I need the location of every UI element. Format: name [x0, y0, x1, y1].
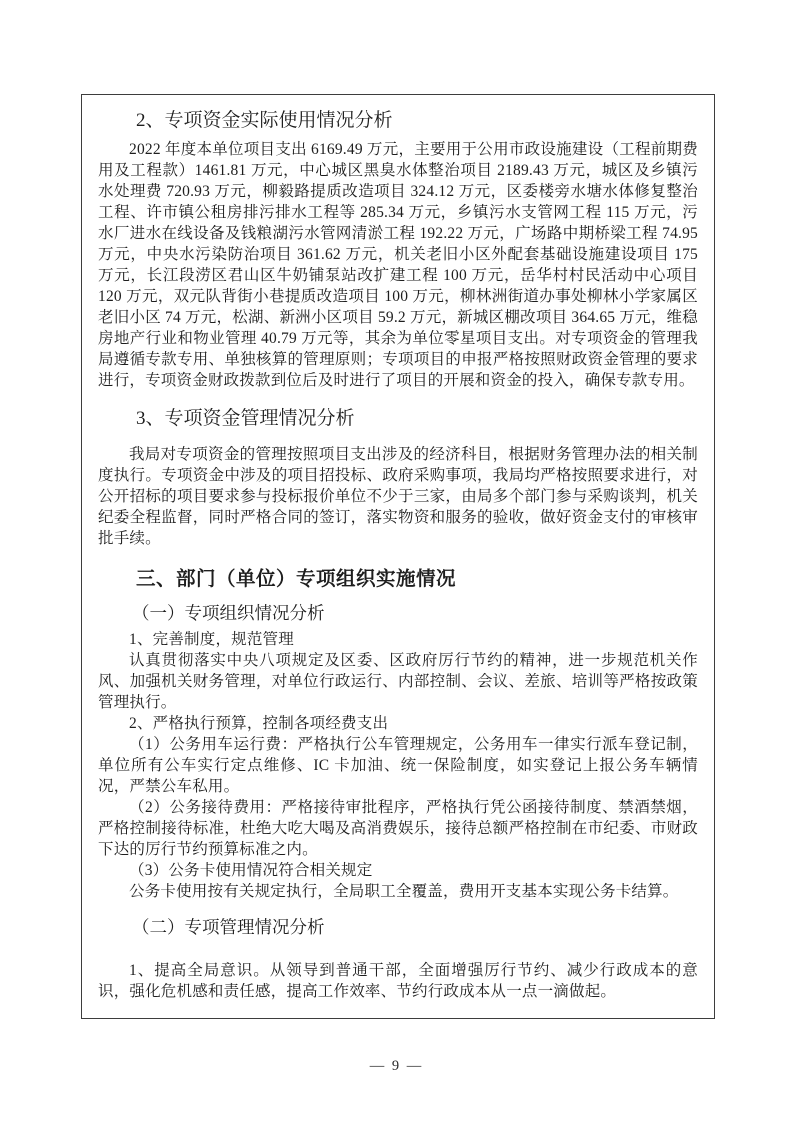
- paragraph-funds-usage-detail: 2022 年度本单位项目支出 6169.49 万元，主要用于公用市政设施建设（工程前期费用及工程款）1461.81 万元，中心城区黑臭水体整治项目 2189.43 万元，城区及乡镇污水处理费 720.93 万元，柳毅路提质改造项目 324.12 万元，区委楼旁水塘水体修复整治工程、许市镇公租房排污排水工程等 285.34 万元，乡镇污水支管网工程 115 万元，污水厂进水在线设备及钱粮湖污水管网清淤工程 192.22 万元，广场路中期桥梁工程 74.95 万元，中央水污染防治项目 361.62 万元，机关老旧小区外配套基础设施建设项目 175 万元，长江段涝区君山区牛奶铺泵站改扩建工程 100 万元，岳华村村民活动中心项目 120 万元，双元队背街小巷提质改造项目 100 万元，柳林洲街道办事处柳林小学家属区老旧小区 74 万元，松湖、新洲小区项目 59.2 万元，新城区棚改项目 364.65 万元，维稳房地产行业和物业管理 40.79 万元等，其余为单位零星项目支出。对专项资金的管理我局遵循专款专用、单独核算的管理原则；专项项目的申报严格按照财政资金管理的要求进行，专项资金财政拨款到位后及时进行了项目的开展和资金的投入，确保专款专用。: [98, 141, 698, 389]
- item-business-card-compliance: （3）公务卡使用情况符合相关规定: [129, 862, 373, 879]
- heading-special-management-analysis: （二）专项管理情况分析: [132, 917, 325, 937]
- paragraph-funds-management: 我局对专项资金的管理按照项目支出涉及的经济科目，根据财务管理办法的相关制度执行。专项资金中涉及的项目招投标、政府采购事项，我局均严格按照要求进行，对公开招标的项目要求参与投标报价单位不少于三家，由局多个部门参与采购谈判，机关纪委全程监督，同时严格合同的签订，落实物资和服务的验收，做好资金支付的审核审批手续。: [98, 446, 698, 547]
- heading-org-situation-analysis: （一）专项组织情况分析: [132, 603, 325, 623]
- paragraph-implement-central-regulations: 认真贯彻落实中央八项规定及区委、区政府厉行节约的精神，进一步规范机关作风、加强机关财务管理，对单位行政运行、内部控制、会议、差旅、培训等严格按政策管理执行。: [98, 652, 698, 711]
- paragraph-raise-overall-awareness: 1、提高全局意识。从领导到普通干部，全面增强厉行节约、减少行政成本的意识，强化危机感和责任感，提高工作效率、节约行政成本从一点一滴做起。: [98, 962, 698, 1000]
- page-number: — 9 —: [369, 1058, 424, 1074]
- item-improve-system: 1、完善制度，规范管理: [129, 631, 294, 648]
- heading-special-funds-actual-usage: 2、专项资金实际使用情况分析: [136, 110, 393, 131]
- heading-section-three-org-implementation: 三、部门（单位）专项组织实施情况: [136, 568, 457, 590]
- paragraph-official-vehicle-expense: （1）公务用车运行费：严格执行公车管理规定，公务用车一律实行派车登记制，单位所有公车实行定点维修、IC 卡加油、统一保险制度，如实登记上报公务车辆情况，严禁公车私用。: [98, 736, 698, 795]
- heading-special-funds-management: 3、专项资金管理情况分析: [136, 408, 355, 429]
- paragraph-business-card-usage: 公务卡使用按有关规定执行，全局职工全覆盖，费用开支基本实现公务卡结算。: [129, 883, 679, 900]
- page-border-frame: [81, 94, 715, 1019]
- paragraph-official-reception-expense: （2）公务接待费用：严格接待审批程序，严格执行凭公函接待制度、禁酒禁烟，严格控制接待标准，杜绝大吃大喝及高消费娱乐，接待总额严格控制在市纪委、市财政下达的厉行节约预算标准之内。: [98, 799, 698, 858]
- item-strict-budget-control: 2、严格执行预算，控制各项经费支出: [129, 715, 389, 732]
